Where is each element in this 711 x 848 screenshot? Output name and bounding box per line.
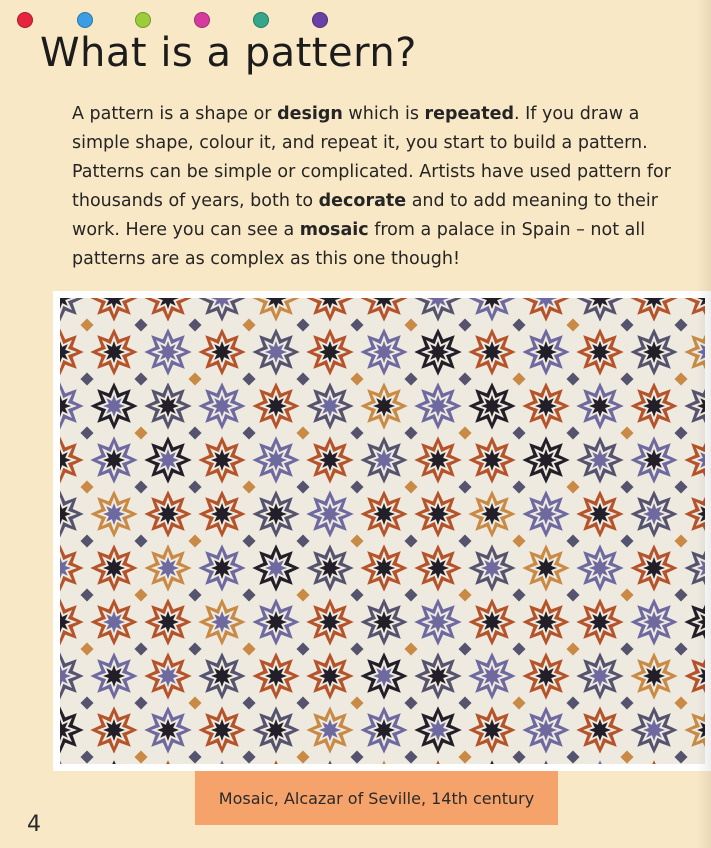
mosaic-star-tile (262, 338, 290, 366)
intro-text: and to add meaning to their work. Here you can see a (72, 191, 658, 240)
keyword-design: design (277, 104, 343, 124)
mosaic-star-tile (154, 662, 182, 690)
mosaic-star-tile (370, 608, 398, 636)
mosaic-star-tile (532, 392, 560, 420)
mosaic-star-tile (586, 500, 614, 528)
mosaic-star-tile (586, 446, 614, 474)
mosaic-star-tile (424, 608, 452, 636)
mosaic-star-tile (640, 446, 668, 474)
mosaic-star-tile (208, 392, 236, 420)
mosaic-star-tile (208, 554, 236, 582)
mosaic-star-tile (424, 446, 452, 474)
mosaic-star-tile (316, 608, 344, 636)
mosaic-star-tile (100, 446, 128, 474)
mosaic-star-tile (640, 392, 668, 420)
mosaic-star-tile (478, 392, 506, 420)
mosaic-star-tile (424, 392, 452, 420)
purple-dot (312, 12, 328, 28)
mosaic-star-tile (370, 662, 398, 690)
mosaic-star-tile (532, 608, 560, 636)
mosaic-photo-frame (53, 291, 711, 771)
mosaic-star-tile (424, 554, 452, 582)
mosaic-star-tile (640, 716, 668, 744)
blue-dot (77, 12, 93, 28)
mosaic-star-tile (586, 716, 614, 744)
mosaic-star-tile (154, 446, 182, 474)
intro-text: . If you draw a simple shape, colour it, and repeat it, you start to build a pattern. Patterns can be simple or complicated. Artists have used pattern for thousands of years, both to (72, 104, 671, 211)
mosaic-star-tile (640, 338, 668, 366)
mosaic-star-tile (262, 554, 290, 582)
mosaic-star-tile (640, 554, 668, 582)
page-edge-shadow (697, 0, 711, 848)
mosaic-star-tile (316, 446, 344, 474)
mosaic-star-tile (154, 500, 182, 528)
mosaic-star-tile (262, 608, 290, 636)
red-dot (17, 12, 33, 28)
keyword-mosaic: mosaic (299, 220, 369, 240)
mosaic-star-tile (532, 338, 560, 366)
keyword-repeated: repeated (424, 104, 514, 124)
mosaic-star-tile (478, 662, 506, 690)
magenta-dot (194, 12, 210, 28)
mosaic-star-tile (154, 338, 182, 366)
mosaic-star-tile (478, 716, 506, 744)
mosaic-star-tile (370, 554, 398, 582)
mosaic-star-tile (154, 392, 182, 420)
photo-caption: Mosaic, Alcazar of Seville, 14th century (195, 771, 558, 825)
mosaic-star-tile (208, 716, 236, 744)
mosaic-star-tile (262, 446, 290, 474)
mosaic-star-tile (316, 500, 344, 528)
mosaic-star-tile (208, 608, 236, 636)
mosaic-star-tile (154, 554, 182, 582)
mosaic-star-tile (208, 500, 236, 528)
mosaic-star-tile (316, 716, 344, 744)
mosaic-star-tile (640, 662, 668, 690)
intro-text: which is (342, 104, 425, 124)
mosaic-star-tile (316, 338, 344, 366)
mosaic-star-tile (262, 662, 290, 690)
lime-dot (135, 12, 151, 28)
mosaic-star-tile (586, 608, 614, 636)
mosaic-star-tile (262, 392, 290, 420)
intro-text: from a palace in Spain – not all patterns are as complex as this one though! (72, 220, 646, 269)
mosaic-star-tile (586, 554, 614, 582)
mosaic-star-tile (532, 446, 560, 474)
mosaic-star-tile (640, 500, 668, 528)
mosaic-star-tile (100, 662, 128, 690)
teal-dot (253, 12, 269, 28)
mosaic-star-tile (478, 338, 506, 366)
intro-paragraph (72, 100, 682, 274)
intro-text: A pattern is a shape or (72, 104, 278, 124)
mosaic-star-tile (154, 716, 182, 744)
mosaic-star-tile (640, 608, 668, 636)
decorative-dots (17, 12, 337, 32)
mosaic-star-tile (100, 338, 128, 366)
mosaic-star-tile (478, 554, 506, 582)
mosaic-star-tile (532, 500, 560, 528)
mosaic-star-tile (370, 716, 398, 744)
mosaic-star-tile (100, 500, 128, 528)
mosaic-star-tile (100, 608, 128, 636)
mosaic-star-tile (532, 662, 560, 690)
keyword-decorate: decorate (318, 191, 407, 211)
mosaic-star-tile (100, 716, 128, 744)
mosaic-star-tile (316, 392, 344, 420)
mosaic-star-tile (262, 500, 290, 528)
page-number: 4 (27, 812, 41, 837)
mosaic-star-tile (262, 716, 290, 744)
mosaic-star-tile (100, 554, 128, 582)
mosaic-star-tile (478, 500, 506, 528)
mosaic-star-tile (424, 338, 452, 366)
mosaic-star-tile (370, 392, 398, 420)
mosaic-star-tile (424, 662, 452, 690)
mosaic-star-tile (154, 608, 182, 636)
mosaic-star-tile (100, 392, 128, 420)
mosaic-photo (60, 298, 705, 764)
mosaic-star-tile (370, 500, 398, 528)
mosaic-star-tile (532, 554, 560, 582)
mosaic-star-tile (424, 500, 452, 528)
mosaic-star-tile (316, 554, 344, 582)
mosaic-star-tile (586, 662, 614, 690)
mosaic-star-tile (316, 662, 344, 690)
mosaic-star-tile (370, 446, 398, 474)
mosaic-star-tile (370, 338, 398, 366)
mosaic-star-tile (478, 446, 506, 474)
mosaic-star-tile (208, 338, 236, 366)
mosaic-star-tile (478, 608, 506, 636)
page-title: What is a pattern? (40, 30, 417, 76)
mosaic-star-tile (208, 446, 236, 474)
mosaic-star-tile (424, 716, 452, 744)
mosaic-star-tile (586, 392, 614, 420)
mosaic-star-tile (208, 662, 236, 690)
mosaic-star-tile (586, 338, 614, 366)
mosaic-star-tile (532, 716, 560, 744)
